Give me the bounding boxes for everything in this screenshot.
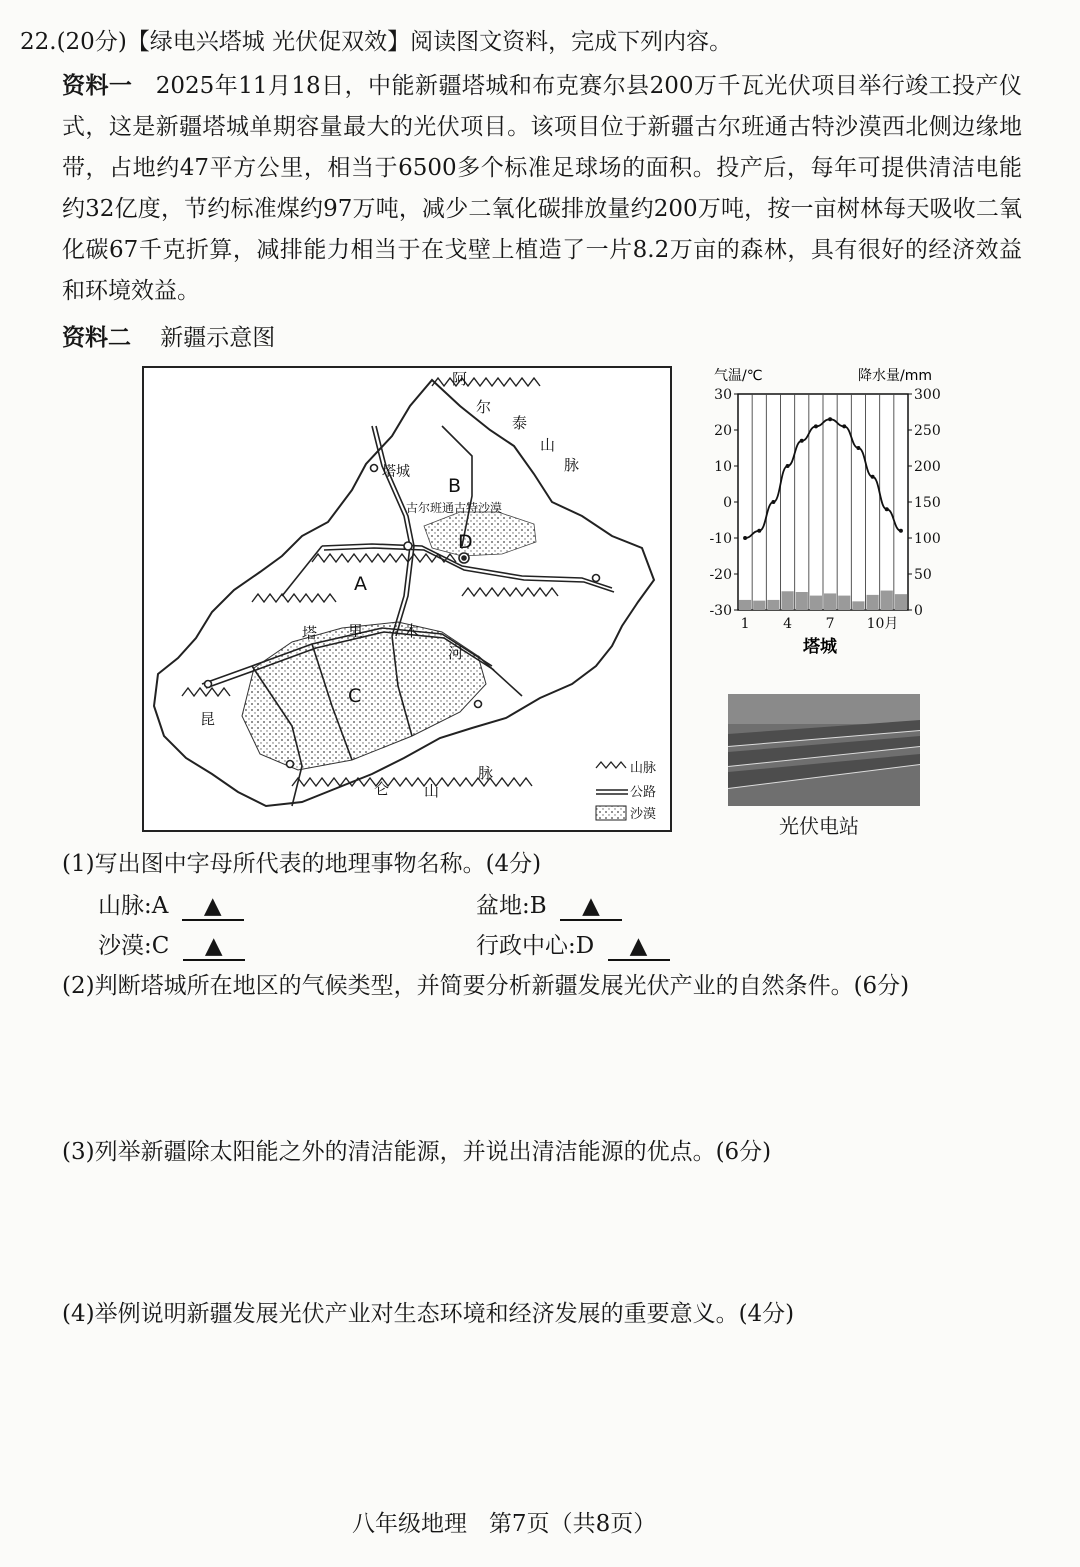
taklimakan-char: 里 (348, 622, 364, 640)
altai-char: 尔 (476, 398, 492, 416)
precip-bar (739, 600, 751, 610)
city-marker (593, 575, 600, 582)
temp-point (771, 500, 775, 504)
question-2: (2)判断塔城所在地区的气候类型，并简要分析新疆发展光伏产业的自然条件。(6分) (62, 973, 910, 999)
question-1: (1)写出图中字母所代表的地理事物名称。(4分) (62, 851, 542, 877)
kunlun-char: 仑 (374, 780, 390, 798)
taklimakan-char: 木 (404, 622, 420, 640)
answer-d-label: 行政中心:D (476, 933, 595, 959)
answer-d-blank[interactable]: ▲ (608, 933, 670, 961)
kunlun-char: 昆 (200, 710, 216, 728)
climate-chart (700, 360, 950, 660)
material-two-label: 资料二 (62, 324, 131, 351)
y-right-title: 降水量/mm (858, 368, 932, 384)
material-one-label: 资料一 (62, 72, 133, 99)
legend-mountain-label: 山脉 (630, 761, 657, 776)
temp-point (814, 424, 818, 428)
y-right-tick-label: 200 (914, 459, 941, 475)
gurbantunggut-label: 古尔班通古特沙漠 (406, 501, 503, 515)
material-one (62, 65, 1022, 312)
page-footer: 八年级地理 第7页（共8页） (352, 1511, 657, 1537)
x-tick-label: 4 (783, 616, 793, 632)
x-tick-label: 1 (740, 616, 750, 632)
precip-bar (881, 591, 893, 610)
altai-char: 阿 (452, 370, 468, 388)
y-left-tick-label: 20 (714, 423, 732, 439)
question-header: 22.(20分)【绿电兴塔城 光伏促双效】阅读图文资料，完成下列内容。 (20, 29, 733, 55)
photo-caption: 光伏电站 (779, 814, 859, 838)
x-tick-label: 7 (825, 616, 835, 632)
answer-b-blank[interactable]: ▲ (560, 893, 622, 921)
y-left-tick-label: -30 (709, 603, 732, 619)
temp-point (856, 446, 860, 450)
tacheng-label: 塔城 (382, 464, 410, 480)
kunlun-char: 山 (424, 782, 440, 800)
y-left-tick-label: 10 (714, 459, 732, 475)
answer-c-row (98, 930, 245, 962)
temp-point (743, 536, 747, 540)
material-one-text: 2025年11月18日，中能新疆塔城和布克赛尔县200万千瓦光伏项目举行竣工投产仪式，这是新疆塔城单期容量最大的光伏项目。该项目位于新疆古尔班通古特沙漠西北侧边缘地带，占地约47平方公里，相当于6500多个标准足球场的面积。投产后，每年可提供清洁电能约32亿度，节约标准煤约97万吨，减少二氧化碳排放量约200万吨，按一亩树林每天吸收二氧化碳67千克折算，减排能力相当于在戈壁上植造了一片8.2万亩的森林，具有很好的经济效益和环境效益。 (62, 73, 1023, 304)
answer-b-label: 盆地:B (476, 893, 547, 919)
temp-point (828, 417, 832, 421)
kunlun-char: 脉 (478, 764, 494, 782)
tacheng-marker (371, 465, 378, 472)
legend-road-label: 公路 (630, 785, 657, 800)
legend-desert-label: 沙漠 (630, 807, 657, 822)
y-left-title: 气温/℃ (714, 368, 763, 384)
y-right-tick-label: 50 (914, 567, 932, 583)
taklimakan-char: 塔 (302, 624, 318, 642)
legend-desert-icon (596, 806, 626, 820)
x-tick-label: 10月 (866, 616, 899, 632)
label-d: D (458, 531, 473, 553)
city-marker (404, 542, 412, 550)
temp-point (885, 507, 889, 511)
precip-bar (782, 591, 794, 610)
question-4: (4)举例说明新疆发展光伏产业对生态环境和经济发展的重要意义。(4分) (62, 1301, 795, 1327)
answer-a-label: 山脉:A (98, 893, 169, 919)
y-right-tick-label: 100 (914, 531, 941, 547)
question-3: (3)列举新疆除太阳能之外的清洁能源，并说出清洁能源的优点。(6分) (62, 1139, 772, 1165)
y-left-tick-label: -10 (709, 531, 732, 547)
precip-bar (767, 600, 779, 610)
chart-title: 塔城 (803, 637, 837, 657)
answer-a-blank[interactable]: ▲ (182, 893, 244, 921)
precip-bar (838, 596, 850, 610)
label-b: B (448, 475, 462, 497)
altai-char: 山 (540, 436, 556, 454)
precip-bar (810, 596, 822, 610)
temp-point (786, 464, 790, 468)
y-left-tick-label: 0 (723, 495, 732, 511)
d-capital-dot (462, 556, 466, 560)
temp-point (842, 424, 846, 428)
precip-bar (852, 601, 864, 610)
photo-sky (728, 694, 920, 724)
y-right-tick-label: 300 (914, 387, 941, 403)
answer-d-row (476, 930, 670, 962)
precip-bar (867, 595, 879, 610)
material-two-title: 新疆示意图 (160, 325, 276, 351)
y-left-tick-label: 30 (714, 387, 732, 403)
answer-c-label: 沙漠:C (98, 933, 170, 959)
city-marker (475, 701, 482, 708)
answer-c-blank[interactable]: ▲ (183, 933, 245, 961)
temp-point (800, 439, 804, 443)
y-right-tick-label: 0 (914, 603, 923, 619)
pv-station-photo (728, 694, 920, 806)
temp-point (899, 529, 903, 533)
label-a: A (354, 573, 367, 595)
material-two-heading (62, 322, 275, 354)
altai-char: 泰 (512, 414, 528, 432)
label-c: C (348, 685, 362, 707)
y-right-tick-label: 150 (914, 495, 941, 511)
city-marker (287, 761, 294, 768)
temp-point (757, 529, 761, 533)
precip-bar (753, 601, 765, 610)
xinjiang-map (142, 366, 672, 832)
precip-bar (796, 592, 808, 610)
taklimakan-char: 河 (448, 644, 464, 662)
temp-point (871, 475, 875, 479)
precip-bar (824, 593, 836, 610)
answer-b-row (476, 890, 622, 922)
answer-a-row (98, 890, 244, 922)
precip-bar (895, 594, 907, 610)
city-marker (205, 681, 212, 688)
y-right-tick-label: 250 (914, 423, 941, 439)
altai-char: 脉 (564, 456, 580, 474)
y-left-tick-label: -20 (709, 567, 732, 583)
